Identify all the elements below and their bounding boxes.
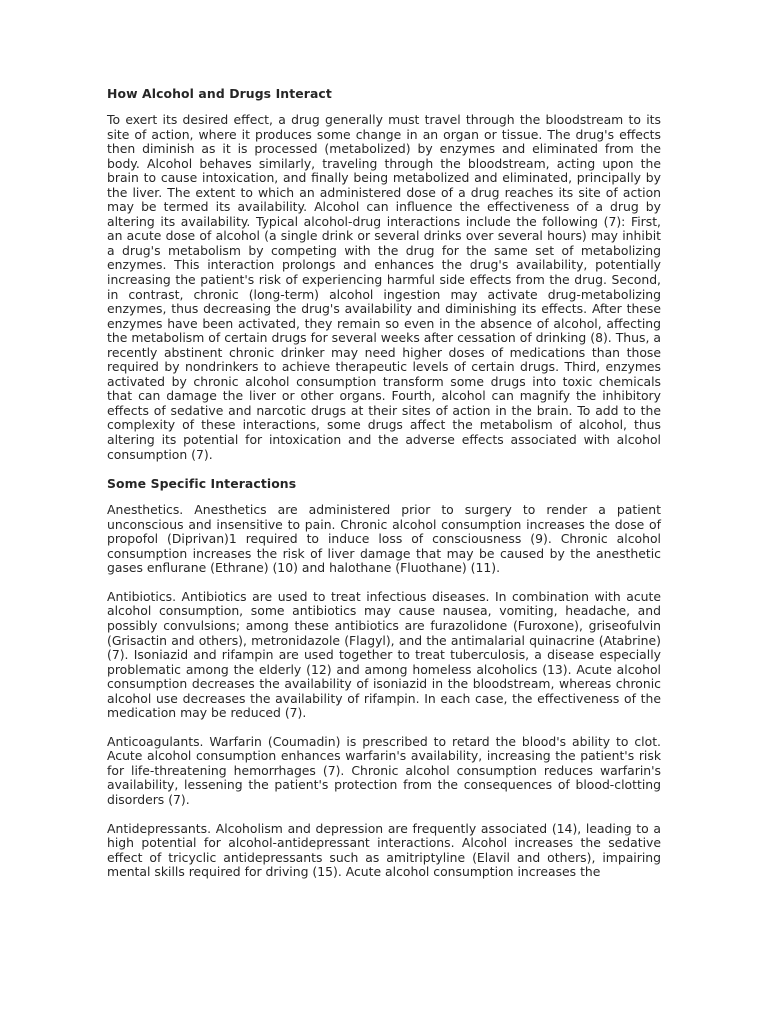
section-title: Some Specific Interactions (107, 476, 297, 492)
document-page (107, 86, 661, 894)
document-title: How Alcohol and Drugs Interact (107, 86, 332, 101)
anticoagulants-paragraph: Anticoagulants. Warfarin (Coumadin) is prescribed to retard the blood's ability to clot. Acute alcohol consumption enhances warfarin's availability, increasing the patient's risk for life-threatening hemorrhages (7). Chronic alcohol consumption reduces warfarin's availability, lessening the patient's protection from the consequences of blood-clotting disorders (7). (107, 733, 661, 807)
intro-paragraph: To exert its desired effect, a drug generally must travel through the bloodstream to its site of action, where it produces some change in an organ or tissue. The drug's effects then diminish as it is processed (metabolized) by enzymes and eliminated from the body. Alcohol behaves similarly, traveling through the bloodstream, acting upon the brain to cause intoxication, and finally being metabolized and eliminated, principally by the liver. The extent to which an administered dose of a drug reaches its site of action may be termed its availability. Alcohol can influence the effectiveness of a drug by altering its availability. Typical alcohol-drug interactions include the following (7): First, an acute dose of alcohol (a single drink or several drinks over several hours) may inhibit a drug's metabolism by competing with the drug for the same set of metabolizing enzymes. This interaction prolongs and enhances the drug's availability, potentially increasing the patient's risk of experiencing harmful side effects from the drug. Second, in contrast, chronic (long-term) alcohol ingestion may activate drug-metabolizing enzymes, thus decreasing the drug's availability and diminishing its effects. After these enzymes have been activated, they remain so even in the absence of alcohol, affecting the metabolism of certain drugs for several weeks after cessation of drinking (8). Thus, a recently abstinent chronic drinker may need higher doses of medications than those required by nondrinkers to achieve therapeutic levels of certain drugs. Third, enzymes activated by chronic alcohol consumption transform some drugs into toxic chemicals that can damage the liver or other organs. Fourth, alcohol can magnify the inhibitory effects of sedative and narcotic drugs at their sites of action in the brain. To add to the complexity of these interactions, some drugs affect the metabolism of alcohol, thus altering its potential for intoxication and the adverse effects associated with alcohol consumption (7). (107, 112, 661, 462)
anesthetics-paragraph: Anesthetics. Anesthetics are administered prior to surgery to render a patient unconscious and insensitive to pain. Chronic alcohol consumption increases the dose of propofol (Diprivan)1 required to induce loss of consciousness (9). Chronic alcohol consumption increases the risk of liver damage that may be caused by the anesthetic gases enflurane (Ethrane) (10) and halothane (Fluothane) (11). (107, 502, 661, 576)
antidepressants-paragraph: Antidepressants. Alcoholism and depression are frequently associated (14), leading to a high potential for alcohol-antidepressant interactions. Alcohol increases the sedative effect of tricyclic antidepressants such as amitriptyline (Elavil and others), impairing mental skills required for driving (15). Acute alcohol consumption increases the (107, 820, 661, 880)
antibiotics-paragraph: Antibiotics. Antibiotics are used to treat infectious diseases. In combination with acute alcohol consumption, some antibiotics may cause nausea, vomiting, headache, and possibly convulsions; among these antibiotics are furazolidone (Furoxone), griseofulvin (Grisactin and others), metronidazole (Flagyl), and the antimalarial quinacrine (Atabrine) (7). Isoniazid and rifampin are used together to treat tuberculosis, a disease especially problematic among the elderly (12) and among homeless alcoholics (13). Acute alcohol consumption decreases the availability of isoniazid in the bloodstream, whereas chronic alcohol use decreases the availability of rifampin. In each case, the effectiveness of the medication may be reduced (7). (107, 588, 661, 721)
